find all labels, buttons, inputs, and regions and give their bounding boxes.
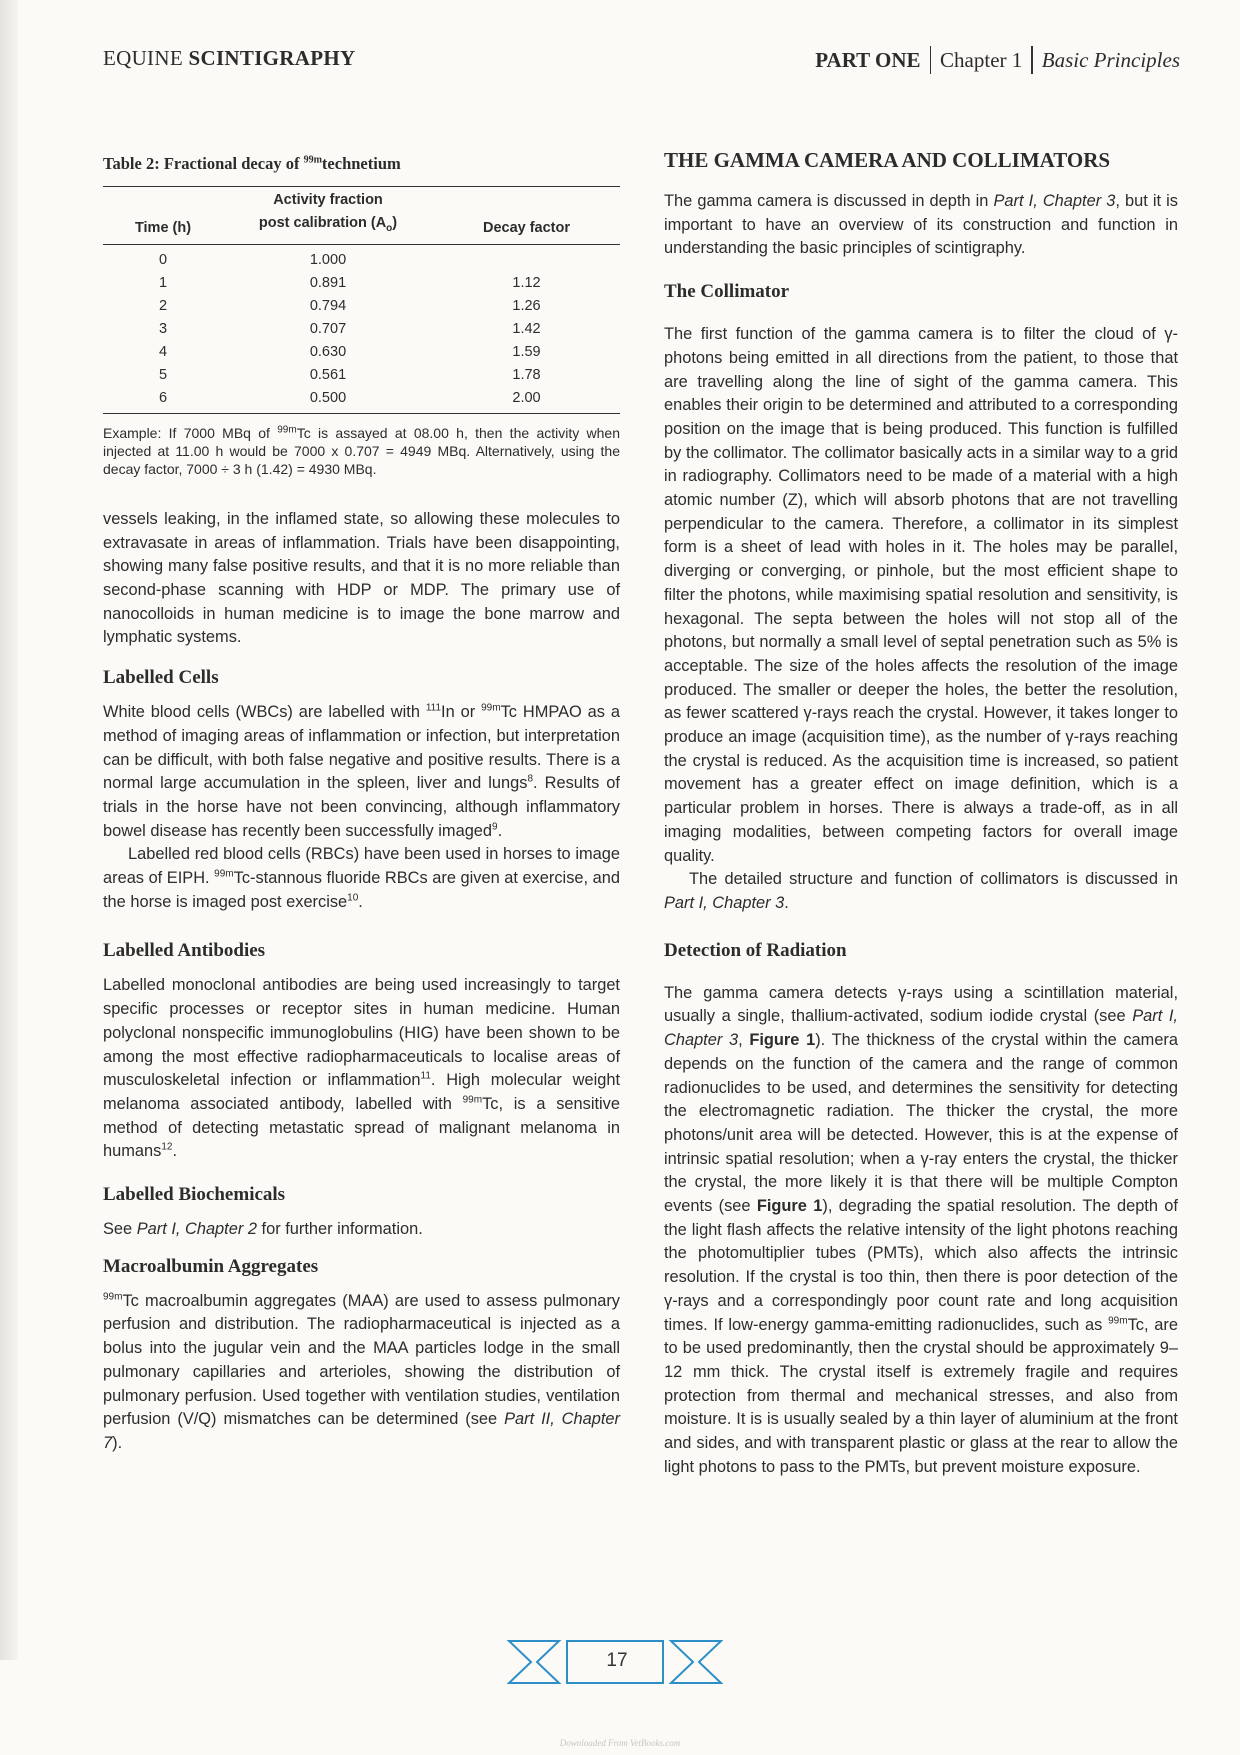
header-divider xyxy=(930,46,932,74)
paragraph-gamma-camera: The gamma camera is discussed in depth in Part I, Chapter 3, but it is important to have an overview of its construction and function in understanding the basic principles of scintigraphy. xyxy=(664,192,1178,258)
header-activity: Activity fraction post calibration $(A_o)$ xyxy=(258,192,398,234)
table-row: 2 0.794 1.26 xyxy=(158,297,541,314)
paragraph-nanocolloids: vessels leaking, in the inflamed state, so allowing these molecules to extravasate in areas of inflammation. Trials have been disappointing, showing many false positive results, and that it is no more reliable than second-phase scanning with HDP or MDP. The primary use of nanocolloids in human medicine is to image the bone marrow and lymphatic systems. xyxy=(103,509,620,647)
heading-labelled-cells: Labelled Cells xyxy=(103,667,219,689)
right-chevron-ornament xyxy=(671,1641,721,1683)
running-header-title: EQUINE SCINTIGRAPHY xyxy=(103,46,356,70)
paragraph-wbc: White blood cells (WBCs) are labelled with $^{111}$In or $^{99m}$Tc HMPAO as a method of imaging areas of inflammation or infection, but interpretation can be difficult, with both false negative and positive results. There is a normal large accumulation in the spleen, liver and lungs$^8$. Results of trials in the horse have not been convincing, although inflammatory bowel disease has recently been successfully imaged$^9$. xyxy=(103,702,620,840)
table-example-note: Example: If 7000 MBq of $^{99m}$Tc is assayed at 08.00 h, then the activity when injected at 11.00 h would be 7000 x 0.707 = 4949 MBq. Alternatively, using the decay factor, 7000 ÷ 3 h (1.42) = 4930 MBq. xyxy=(103,424,620,477)
left-chevron-ornament xyxy=(509,1641,559,1683)
right-column xyxy=(664,148,1178,1479)
paragraph-rbc: Labelled red blood cells (RBCs) have been used in horses to image areas of EIPH. $^{99m}$Tc-stannous fluoride RBCs are given at exercise, and the horse is imaged post exercise$^{10}$. xyxy=(103,845,620,911)
header-part: PART ONE xyxy=(815,48,921,72)
heading-labelled-antibodies: Labelled Antibodies xyxy=(103,940,266,962)
decay-table xyxy=(103,186,620,414)
paragraph-biochemicals: See Part I, Chapter 2 for further information. xyxy=(103,1220,423,1239)
paragraph-antibodies: Labelled monoclonal antibodies are being used increasingly to target specific processes or receptor sites in human medicine. Human polyclonal nonspecific immunoglobulins (HIG) have been shown to be among the most effective radiopharmaceuticals to localise areas of musculoskeletal infection or inflammation$^{11}$. High molecular weight melanoma associated antibody, labelled with $^{99m}$Tc, is a sensitive method of detecting metastatic spread of malignant melanoma in humans$^{12}$. xyxy=(103,976,620,1161)
left-column xyxy=(103,148,620,1456)
paragraph-collimator: The first function of the gamma camera is to filter the cloud of γ-photons being emitted in all directions from the patient, to those that are travelling along the line of sight of the gamma camera. This enables their origin to be determined and attributed to a corresponding position on the image that is being produced. This function is fulfilled by the collimator. The collimator basically acts in a similar way to a grid in radiography. Collimators need to be made of a material with a high atomic number (Z), which will absorb photons that are not travelling perpendicular to the camera. Therefore, a collimator in its simplest form is a sheet of lead with holes in it. The holes may be parallel, diverging or converging, or pinhole, but the most efficient shape to filter the photons, while maximising spatial resolution and sensitivity, is hexagonal. The septa between the holes will not stop all of the photons, but normally a small level of septal penetration such as 5% is acceptable. The size of the holes affects the resolution of the image produced. The smaller or deeper the holes, the better the resolution, as fewer scattered γ-rays reach the crystal. However, it takes longer to produce an image (acquisition time), as the number of γ-rays reaching the crystal is reduced. As the acquisition time is increased, so patient movement has a greater effect on image definition, which is a particular problem in horses. There is always a trade-off, as in all imaging modalities, between competing factors for overall image quality. xyxy=(664,325,1178,865)
heading-detection: Detection of Radiation xyxy=(664,939,847,961)
table-row: 0 1.000 xyxy=(158,251,347,268)
table-row: 5 0.561 1.78 xyxy=(158,366,541,383)
header-section: Basic Principles xyxy=(1041,48,1180,72)
heading-gamma-camera: THE GAMMA CAMERA AND COLLIMATORS xyxy=(664,148,1111,172)
running-header-section xyxy=(815,46,1180,74)
header-time: Time (h) xyxy=(134,219,192,236)
header-chapter: Chapter 1 xyxy=(940,48,1023,72)
header-divider xyxy=(1031,46,1033,74)
paragraph-collimator-detail: The detailed structure and function of collimators is discussed in Part I, Chapter 3. xyxy=(664,870,1178,912)
heading-collimator: The Collimator xyxy=(664,281,790,303)
table-row: 4 0.630 1.59 xyxy=(158,343,541,360)
page-number: 17 xyxy=(606,1650,628,1671)
page-binding-shadow xyxy=(0,0,18,1660)
paragraph-macroalbumin: $^{99m}$Tc macroalbumin aggregates (MAA) are used to assess pulmonary perfusion and distribution. The radiopharmaceutical is injected as a bolus into the jugular vein and the MAA particles lodge in the small pulmonary capillaries and arterioles, showing the distribution of pulmonary perfusion. Used together with ventilation studies, ventilation perfusion (V/Q) mismatches can be determined (see Part II, Chapter 7). xyxy=(103,1291,620,1452)
watermark: Downloaded From VetBooks.com xyxy=(559,1738,681,1748)
paragraph-detection: The gamma camera detects γ-rays using a scintillation material, usually a single, thallium-activated, sodium iodide crystal (see Part I, Chapter 3, Figure 1). The thickness of the crystal within the camera depends on the function of the camera and the range of common radionuclides to be used, and determines the sensitivity for detecting the electromagnetic radiation. The thicker the crystal, the more photons/unit area will be detected. However, this is at the expense of intrinsic spatial resolution; when a γ-ray enters the crystal, the thicker the crystal, the more likely it is that there will be multiple Compton events (see Figure 1), degrading the spatial resolution. The depth of the light flash affects the relative intensity of the light photons reaching the photomultiplier tubes (PMTs), which also affects the intrinsic resolution. If the crystal is too thin, then there is poor detection of the γ-rays and a correspondingly poor count rate and long acquisition times. If low-energy gamma-emitting radionuclides, such as $^{99m}$Tc, are to be used predominantly, then the crystal should be approximately 9–12 mm thick. The crystal itself is extremely fragile and requires protection from thermal and mechanical stresses, and also from moisture. It is is usually sealed by a thin layer of aluminium at the front and sides, and with transparent plastic or glass at the rear to allow the light photons to pass to the PMTs, but prevent moisture exposure. xyxy=(664,983,1179,1476)
table-row: 6 0.500 2.00 xyxy=(158,389,541,406)
heading-macroalbumin: Macroalbumin Aggregates xyxy=(103,1255,319,1277)
table-row: 1 0.891 1.12 xyxy=(158,274,541,291)
header-decay: Decay factor xyxy=(482,219,571,236)
heading-labelled-biochemicals: Labelled Biochemicals xyxy=(103,1184,286,1206)
table-header-row xyxy=(103,187,620,245)
table-title: Table 2: Fractional decay of $^{99m}$technetium xyxy=(103,154,401,173)
table-row: 3 0.707 1.42 xyxy=(158,320,541,337)
